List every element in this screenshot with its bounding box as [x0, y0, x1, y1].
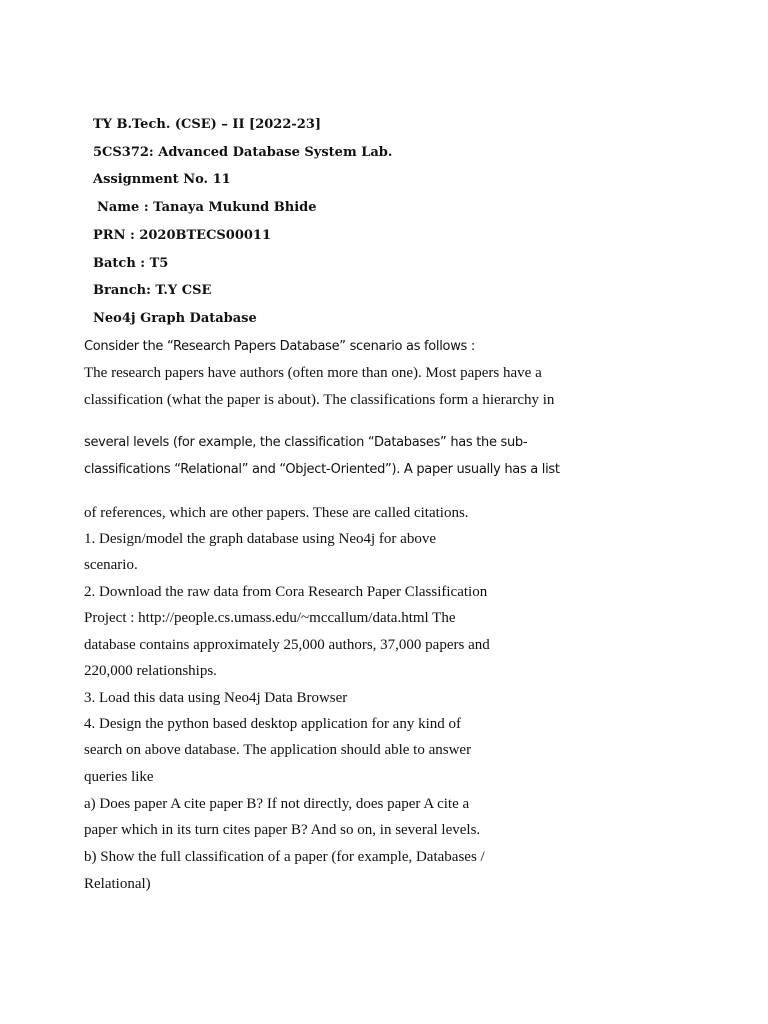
- task-2-line: database contains approximately 25,000 authors, 37,000 papers and: [84, 637, 490, 653]
- query-b-line: b) Show the full classification of a paper (for example, Databases /: [84, 849, 485, 865]
- query-a-line: a) Does paper A cite paper B? If not directly, does paper A cite a: [84, 796, 470, 812]
- branch-line: Branch: T.Y CSE: [93, 283, 212, 298]
- query-a-line: paper which in its turn cites paper B? And so on, in several levels.: [84, 822, 481, 838]
- course-line: TY B.Tech. (CSE) – II [2022-23]: [93, 117, 322, 132]
- task-2-line: 2. Download the raw data from Cora Research Paper Classification: [84, 584, 488, 600]
- paragraph-line: several levels (for example, the classification “Databases” has the sub-: [84, 435, 528, 450]
- task-4-line: 4. Design the python based desktop application for any kind of: [84, 716, 462, 732]
- paragraph-segment: A paper usually has a list: [400, 462, 560, 477]
- paragraph-line: [84, 460, 560, 479]
- subject-line: 5CS372: Advanced Database System Lab.: [93, 145, 393, 160]
- task-3-line: 3. Load this data using Neo4j Data Browser: [84, 690, 348, 706]
- intro-line: Consider the “Research Papers Database” scenario as follows :: [84, 339, 475, 354]
- assignment-line: Assignment No. 11: [93, 172, 231, 187]
- prn-line: PRN : 2020BTECS00011: [93, 228, 272, 243]
- paragraph-line: classification (what the paper is about). The classifications form a hierarchy in: [84, 392, 555, 408]
- task-2-line: 220,000 relationships.: [84, 663, 217, 679]
- student-name-line: Name : Tanaya Mukund Bhide: [97, 200, 317, 215]
- task-4-line: queries like: [84, 769, 154, 785]
- paragraph-line: The research papers have authors (often more than one). Most papers have a: [84, 365, 542, 381]
- paragraph-line: of references, which are other papers. These are called citations.: [84, 505, 469, 521]
- batch-line: Batch : T5: [93, 256, 169, 271]
- topic-heading: Neo4j Graph Database: [93, 311, 257, 326]
- task-4-line: search on above database. The application should able to answer: [84, 742, 472, 758]
- query-b-line: Relational): [84, 876, 151, 892]
- paragraph-segment: classifications “Relational” and “Object-Oriented”).: [84, 462, 401, 477]
- task-1-line: 1. Design/model the graph database using Neo4j for above: [84, 531, 436, 547]
- task-1-line: scenario.: [84, 557, 138, 573]
- task-2-line: Project : http://people.cs.umass.edu/~mccallum/data.html The: [84, 610, 456, 626]
